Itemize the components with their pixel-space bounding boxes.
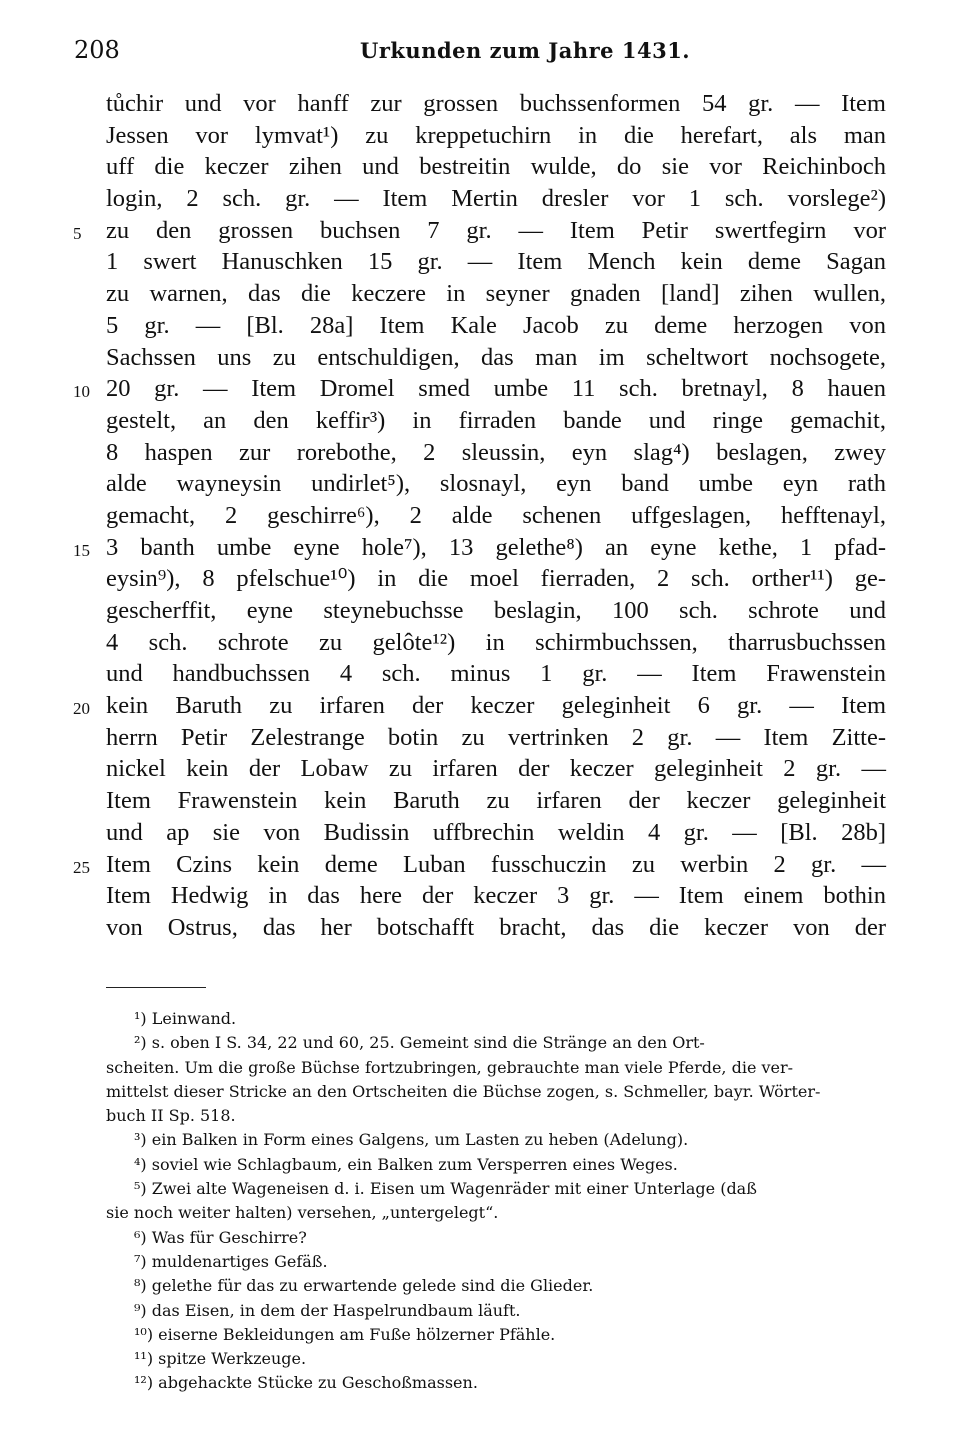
text-line [106,817,886,849]
line-text: Sachssen uns zu entschuldigen, das man im scheltwort nochsogete, [106,343,886,371]
line-text: 20 gr. — Item Dromel smed umbe 11 sch. bretnayl, 8 hauen [106,375,886,403]
line-text: Item Czins kein deme Luban fusschuczin zu werbin 2 gr. — [106,850,886,878]
text-line [106,595,886,627]
line-text: eysin⁹), 8 pfelschue¹⁰) in die moel fierraden, 2 sch. orther¹¹) ge- [106,565,886,593]
line-text: kein Baruth zu irfaren der keczer geleginheit 6 gr. — Item [106,692,886,720]
text-line [106,785,886,817]
line-text: uff die keczer zihen und bestreitin wulde, do sie vor Reichinboch [106,153,886,181]
text-line [106,500,886,532]
line-text: gescherffit, eyne steynebuchsse beslagin, 100 sch. schrote und [106,597,886,624]
running-title: Urkunden zum Jahre 1431. [360,38,691,63]
text-line [73,532,886,564]
line-text: und ap sie von Budissin uffbrechin weldin 4 gr. — [Bl. 28b] [106,818,886,846]
main-text [73,88,886,944]
text-line [73,690,886,722]
line-text: login, 2 sch. gr. — Item Mertin dresler vor 1 sch. vorslege²) [106,185,886,213]
line-text: 3 banth umbe eyne hole⁷), 13 gelethe⁸) an eyne kethe, 1 pfad- [106,533,886,561]
line-number: 20 [73,699,90,719]
line-text: tůchir und vor hanff zur grossen buchssenformen 54 gr. — Item [106,90,886,117]
text-line [106,88,886,120]
footnote-line: ⁹) das Eisen, in dem der Haspelrundbaum läuft. [134,1300,521,1320]
line-text: von Ostrus, das her botschafft bracht, das die keczer von der [106,913,886,941]
text-line [106,912,886,944]
footnote-line: buch II Sp. 518. [106,1106,236,1126]
line-text: zu den grossen buchsen 7 gr. — Item Petir swertfegirn vor [106,216,886,244]
line-text: zu warnen, das die keczere in seyner gnaden [land] zihen wullen, [106,280,886,308]
line-text: 5 gr. — [Bl. 28a] Item Kale Jacob zu deme herzogen von [106,311,886,339]
footnote-line: ⁴) soviel wie Schlagbaum, ein Balken zum Versperren eines Weges. [134,1154,678,1174]
text-line [106,405,886,437]
text-line [106,183,886,215]
text-line [106,151,886,183]
text-line [106,658,886,690]
footnote-line: ⁵) Zwei alte Wageneisen d. i. Eisen um Wagenräder mit einer Unterlage (daß [134,1179,757,1199]
text-line [106,563,886,595]
line-text: gemacht, 2 geschirre⁶), 2 alde schenen uffgeslagen, hefftenayl, [106,501,886,529]
footnote-line: scheiten. Um die große Büchse fortzubringen, gebrauchte man viele Pferde, die ver- [106,1057,794,1077]
line-number: 5 [73,223,82,243]
text-line [106,437,886,469]
text-line [106,278,886,310]
footnote-line: ⁸) gelethe für das zu erwartende gelede sind die Glieder. [134,1276,594,1296]
footnote-line: ¹¹) spitze Werkzeuge. [134,1349,307,1369]
footnote-line: ¹²) abgehackte Stücke zu Geschoßmassen. [134,1373,478,1393]
footnote-separator [106,987,206,988]
text-line [73,215,886,247]
footnotes [106,1007,886,1396]
footnote-line: sie noch weiter halten) versehen, „untergelegt“. [106,1203,499,1223]
footnote-line: ⁷) muldenartiges Gefäß. [134,1251,328,1271]
line-text: gestelt, an den keffir³) in firraden bande und ringe gemachit, [106,406,886,434]
line-number: 15 [73,540,90,560]
line-text: nickel kein der Lobaw zu irfaren der keczer geleginheit 2 gr. — [106,755,886,783]
line-text: herrn Petir Zelestrange botin zu vertrinken 2 gr. — Item Zitte- [106,723,886,751]
text-line [106,246,886,278]
line-number: 25 [73,857,90,877]
footnote-line: ³) ein Balken in Form eines Galgens, um Lasten zu heben (Adelung). [134,1130,689,1150]
page-number: 208 [74,36,120,64]
line-text: 1 swert Hanuschken 15 gr. — Item Mench kein deme Sagan [106,248,886,276]
text-line [106,342,886,374]
text-line [106,310,886,342]
footnote-line: ¹⁰) eiserne Bekleidungen am Fuße hölzerner Pfähle. [134,1324,556,1344]
footnote-line: ²) s. oben I S. 34, 22 und 60, 25. Gemeint sind die Stränge an den Ort- [134,1033,705,1053]
text-line [106,627,886,659]
line-text: 4 sch. schrote zu gelôte¹²) in schirmbuchssen, tharrusbuchssen [106,628,886,656]
text-line [73,373,886,405]
line-text: 8 haspen zur rorebothe, 2 sleussin, eyn slag⁴) beslagen, zwey [106,438,886,466]
text-line [106,722,886,754]
line-text: Jessen vor lymvat¹) zu kreppetuchirn in die herefart, als man [106,121,886,149]
line-text: Item Frawenstein kein Baruth zu irfaren der keczer geleginheit [106,787,886,815]
line-text: und handbuchssen 4 sch. minus 1 gr. — Item Frawenstein [106,660,886,688]
footnote-line: ⁶) Was für Geschirre? [134,1227,307,1247]
footnote-line: mittelst dieser Stricke an den Ortscheiten die Büchse zogen, s. Schmeller, bayr. Wörter- [106,1081,821,1101]
text-line [106,468,886,500]
line-number: 10 [73,382,90,402]
page-header [0,32,960,72]
line-text: alde wayneysin undirlet⁵), slosnayl, eyn band umbe eyn rath [106,470,886,498]
text-line [73,849,886,881]
line-text: Item Hedwig in das here der keczer 3 gr. — Item einem bothin [106,882,886,910]
text-line [106,753,886,785]
text-line [106,120,886,152]
text-line [106,880,886,912]
footnote-line: ¹) Leinwand. [134,1009,237,1028]
